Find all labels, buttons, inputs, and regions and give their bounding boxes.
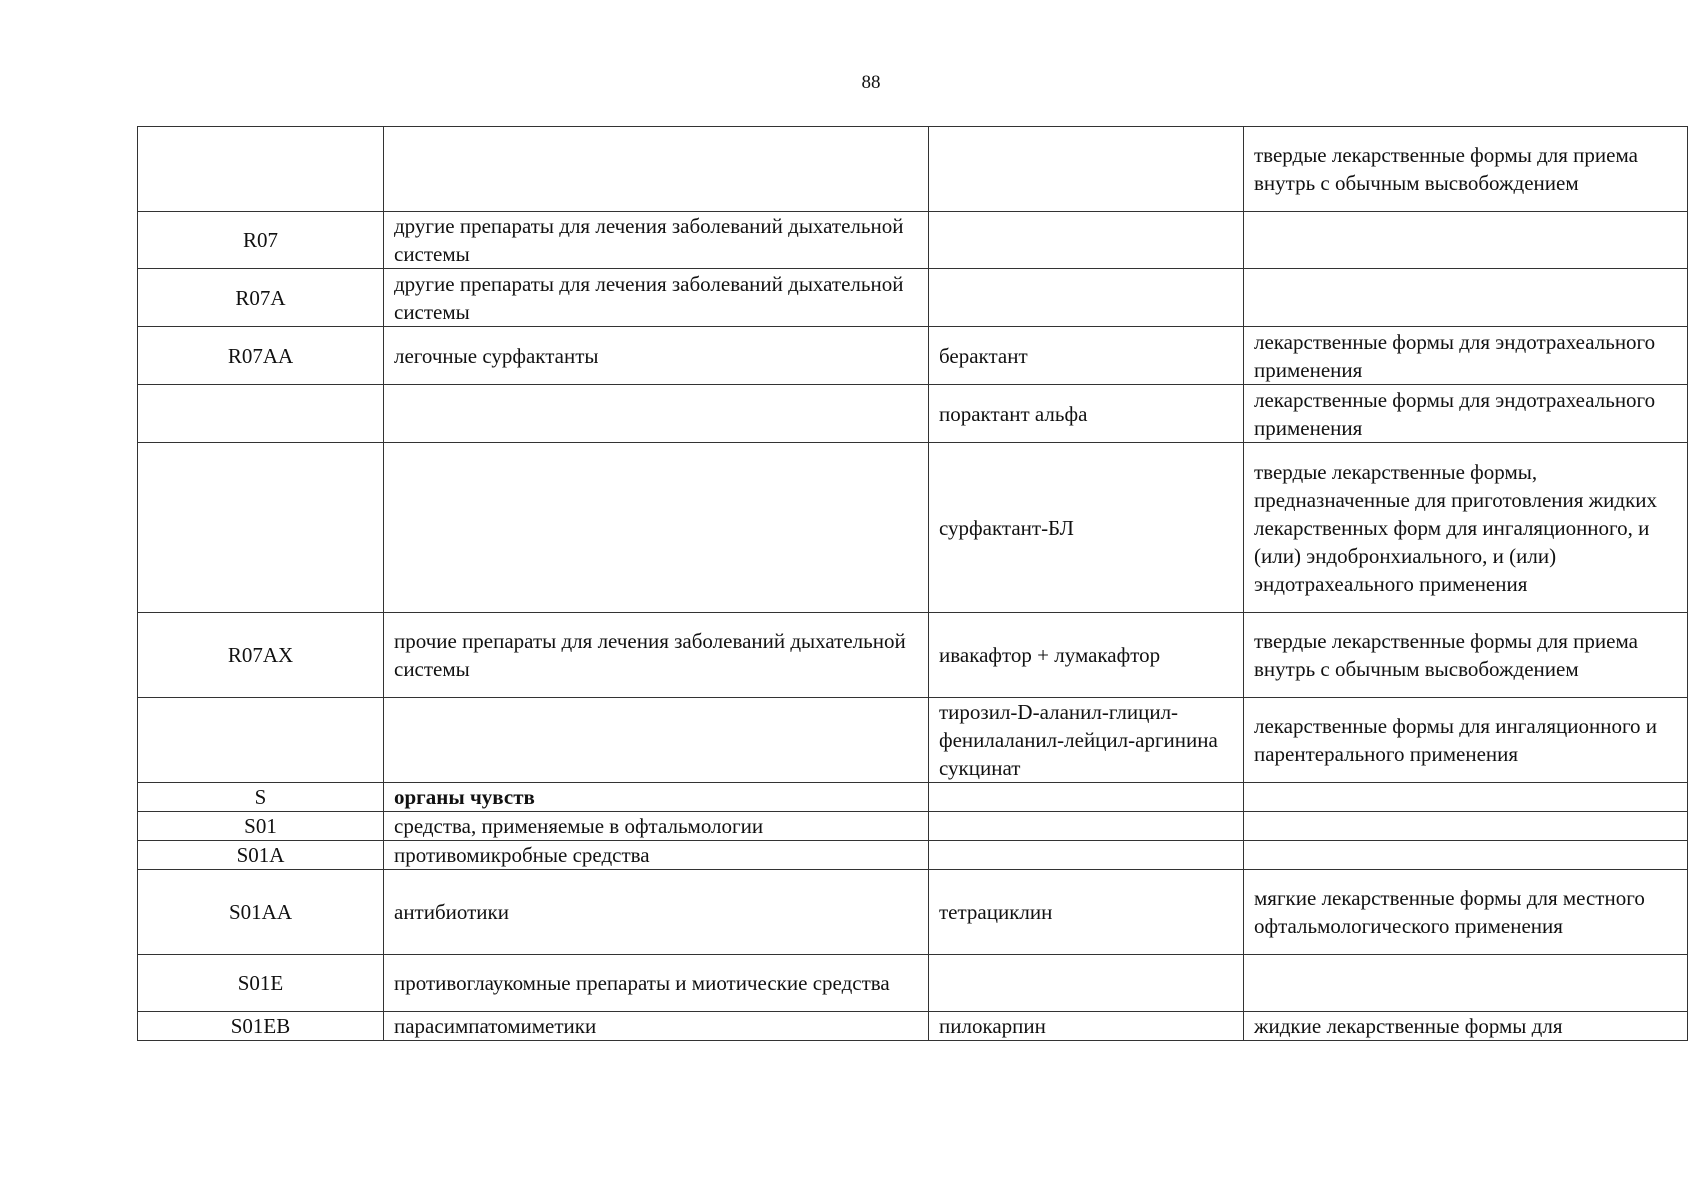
drug-name-cell — [929, 812, 1244, 841]
atc-code-cell: S01EB — [138, 1012, 384, 1041]
table-row — [138, 870, 1688, 955]
atc-code-cell: S01 — [138, 812, 384, 841]
table-row — [138, 327, 1688, 385]
dosage-form-cell: мягкие лекарственные формы для местного офтальмологического применения — [1244, 870, 1688, 955]
atc-code-cell: S — [138, 783, 384, 812]
atc-group-cell: прочие препараты для лечения заболеваний дыхательной системы — [384, 613, 929, 698]
atc-group-cell: другие препараты для лечения заболеваний дыхательной системы — [384, 269, 929, 327]
atc-group-cell — [384, 443, 929, 613]
dosage-form-cell — [1244, 269, 1688, 327]
dosage-form-cell — [1244, 212, 1688, 269]
atc-group-cell: парасимпатомиметики — [384, 1012, 929, 1041]
table-row — [138, 955, 1688, 1012]
table-row — [138, 385, 1688, 443]
atc-group-cell: противомикробные средства — [384, 841, 929, 870]
atc-group-cell: другие препараты для лечения заболеваний дыхательной системы — [384, 212, 929, 269]
dosage-form-cell — [1244, 812, 1688, 841]
table-row — [138, 1012, 1688, 1041]
dosage-form-cell: лекарственные формы для ингаляционного и парентерального применения — [1244, 698, 1688, 783]
atc-group-cell: противоглаукомные препараты и миотические средства — [384, 955, 929, 1012]
table-row — [138, 841, 1688, 870]
atc-group-cell: легочные сурфактанты — [384, 327, 929, 385]
table-row — [138, 698, 1688, 783]
atc-code-cell: S01AA — [138, 870, 384, 955]
atc-code-cell: R07AX — [138, 613, 384, 698]
drug-name-cell: ивакафтор + лумакафтор — [929, 613, 1244, 698]
drug-name-cell: берактант — [929, 327, 1244, 385]
atc-group-cell: средства, применяемые в офтальмологии — [384, 812, 929, 841]
dosage-form-cell — [1244, 841, 1688, 870]
drug-name-cell — [929, 783, 1244, 812]
table-row — [138, 613, 1688, 698]
drug-name-cell: порактант альфа — [929, 385, 1244, 443]
drug-list-table — [137, 126, 1688, 1041]
drug-name-cell: пилокарпин — [929, 1012, 1244, 1041]
table-row — [138, 812, 1688, 841]
dosage-form-cell: твердые лекарственные формы для приема внутрь с обычным высвобождением — [1244, 613, 1688, 698]
atc-code-cell — [138, 385, 384, 443]
atc-code-cell: R07 — [138, 212, 384, 269]
dosage-form-cell — [1244, 955, 1688, 1012]
atc-group-cell — [384, 385, 929, 443]
dosage-form-cell: твердые лекарственные формы для приема внутрь с обычным высвобождением — [1244, 127, 1688, 212]
drug-name-cell — [929, 955, 1244, 1012]
atc-group-cell — [384, 698, 929, 783]
drug-name-cell — [929, 841, 1244, 870]
drug-name-cell: тирозил-D-аланил-глицил-фенилаланил-лейцил-аргинина сукцинат — [929, 698, 1244, 783]
atc-code-cell — [138, 127, 384, 212]
atc-code-cell — [138, 698, 384, 783]
drug-name-cell — [929, 212, 1244, 269]
dosage-form-cell: твердые лекарственные формы, предназначенные для приготовления жидких лекарственных форм для ингаляционного, и (или) эндобронхиального, и (или) эндотрахеального применения — [1244, 443, 1688, 613]
table-row — [138, 783, 1688, 812]
atc-group-cell — [384, 127, 929, 212]
dosage-form-cell: лекарственные формы для эндотрахеального применения — [1244, 327, 1688, 385]
atc-code-cell — [138, 443, 384, 613]
dosage-form-cell: жидкие лекарственные формы для — [1244, 1012, 1688, 1041]
atc-code-cell: S01A — [138, 841, 384, 870]
drug-name-cell: тетрациклин — [929, 870, 1244, 955]
dosage-form-cell: лекарственные формы для эндотрахеального применения — [1244, 385, 1688, 443]
atc-code-cell: R07AA — [138, 327, 384, 385]
table-row — [138, 269, 1688, 327]
drug-name-cell — [929, 269, 1244, 327]
table-row — [138, 127, 1688, 212]
page-number: 88 — [861, 72, 881, 93]
atc-code-cell: R07A — [138, 269, 384, 327]
table-row — [138, 212, 1688, 269]
atc-code-cell: S01E — [138, 955, 384, 1012]
table-row — [138, 443, 1688, 613]
drug-name-cell — [929, 127, 1244, 212]
dosage-form-cell — [1244, 783, 1688, 812]
atc-group-cell: органы чувств — [384, 783, 929, 812]
drug-name-cell: сурфактант-БЛ — [929, 443, 1244, 613]
atc-group-cell: антибиотики — [384, 870, 929, 955]
